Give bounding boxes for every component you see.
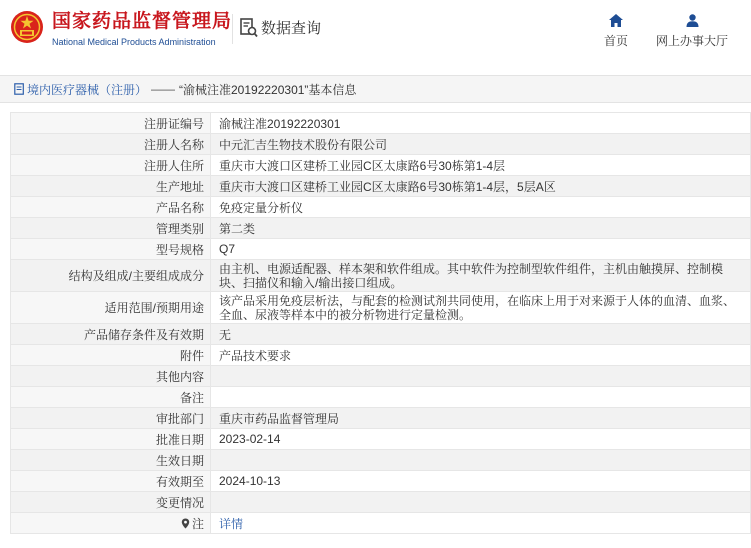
nav-home-button[interactable] bbox=[598, 14, 634, 49]
brand-title-en: National Medical Products Administration bbox=[52, 37, 216, 47]
row-value: 重庆市药品监督管理局 bbox=[211, 408, 751, 429]
document-icon bbox=[14, 83, 25, 95]
table-row bbox=[11, 218, 751, 239]
row-value: 免疫定量分析仪 bbox=[211, 197, 751, 218]
row-label: 注册证编号 bbox=[11, 113, 211, 134]
table-row bbox=[11, 366, 751, 387]
table-row bbox=[11, 345, 751, 366]
breadcrumb bbox=[0, 75, 751, 103]
row-value: 中元汇吉生物技术股份有限公司 bbox=[211, 134, 751, 155]
row-label: 产品储存条件及有效期 bbox=[11, 324, 211, 345]
table-row bbox=[11, 239, 751, 260]
search-document-icon bbox=[240, 18, 258, 38]
brand-title-cn: 国家药品监督管理局 bbox=[52, 11, 233, 32]
nav-home-label: 首页 bbox=[603, 34, 628, 48]
home-icon bbox=[609, 14, 623, 27]
row-label: 变更情况 bbox=[11, 492, 211, 513]
brand[interactable] bbox=[52, 11, 232, 48]
row-label: 产品名称 bbox=[11, 197, 211, 218]
breadcrumb-title: “渝械注准20192220301”基本信息 bbox=[179, 82, 357, 97]
row-value: 产品技术要求 bbox=[211, 345, 751, 366]
pin-icon bbox=[181, 518, 190, 529]
table-row bbox=[11, 450, 751, 471]
row-label: 生产地址 bbox=[11, 176, 211, 197]
table-row bbox=[11, 176, 751, 197]
table-row bbox=[11, 292, 751, 324]
row-label: 有效期至 bbox=[11, 471, 211, 492]
row-value bbox=[211, 450, 751, 471]
table-row bbox=[11, 134, 751, 155]
row-label: 审批部门 bbox=[11, 408, 211, 429]
table-row bbox=[11, 387, 751, 408]
note-label bbox=[181, 515, 204, 532]
nav-online-office-label: 网上办事大厅 bbox=[655, 34, 728, 48]
table-row bbox=[11, 197, 751, 218]
info-table-body bbox=[11, 113, 751, 534]
row-value bbox=[211, 366, 751, 387]
row-value: 渝械注准20192220301 bbox=[211, 113, 751, 134]
row-value: 重庆市大渡口区建桥工业园C区太康路6号30栋第1-4层，5层A区 bbox=[211, 176, 751, 197]
table-row bbox=[11, 324, 751, 345]
breadcrumb-category-link[interactable]: 境内医疗器械（注册） bbox=[27, 82, 148, 97]
user-icon bbox=[686, 14, 699, 27]
info-table-wrapper bbox=[10, 112, 751, 534]
emblem-logo-icon bbox=[10, 10, 44, 44]
row-label: 管理类别 bbox=[11, 218, 211, 239]
row-value: 第二类 bbox=[211, 218, 751, 239]
row-value: 2023-02-14 bbox=[211, 429, 751, 450]
data-query-label: 数据查询 bbox=[261, 20, 322, 37]
row-label: 适用范围/预期用途 bbox=[11, 292, 211, 324]
note-row bbox=[11, 513, 751, 534]
row-value: 该产品采用免疫层析法，与配套的检测试剂共同使用，在临床上用于对来源于人体的血清、血浆、全血、尿液等样本中的被分析物进行定量检测。 bbox=[211, 292, 751, 324]
row-label: 型号规格 bbox=[11, 239, 211, 260]
header-divider bbox=[232, 14, 233, 44]
row-value: Q7 bbox=[211, 239, 751, 260]
table-row bbox=[11, 471, 751, 492]
row-value: 2024-10-13 bbox=[211, 471, 751, 492]
note-label-text: 注 bbox=[191, 516, 204, 531]
row-label: 结构及组成/主要组成成分 bbox=[11, 260, 211, 292]
row-label: 备注 bbox=[11, 387, 211, 408]
table-row bbox=[11, 429, 751, 450]
row-value: 由主机、电源适配器、样本架和软件组成。其中软件为控制型软件组件，主机由触摸屏、控制模块、扫描仪和输入/输出接口组成。 bbox=[211, 260, 751, 292]
row-value: 重庆市大渡口区建桥工业园C区太康路6号30栋第1-4层 bbox=[211, 155, 751, 176]
note-row-label-cell bbox=[11, 513, 211, 534]
row-label: 其他内容 bbox=[11, 366, 211, 387]
row-label: 注册人住所 bbox=[11, 155, 211, 176]
table-row bbox=[11, 408, 751, 429]
data-query-link[interactable] bbox=[240, 17, 321, 38]
row-value bbox=[211, 492, 751, 513]
row-label: 附件 bbox=[11, 345, 211, 366]
breadcrumb-separator: —— bbox=[151, 82, 176, 96]
site-header bbox=[0, 0, 751, 64]
table-row bbox=[11, 155, 751, 176]
info-table bbox=[10, 112, 751, 534]
row-label: 注册人名称 bbox=[11, 134, 211, 155]
details-link[interactable]: 详情 bbox=[219, 516, 244, 531]
row-label: 批准日期 bbox=[11, 429, 211, 450]
row-value: 无 bbox=[211, 324, 751, 345]
row-value bbox=[211, 387, 751, 408]
note-row-value-cell bbox=[211, 513, 751, 534]
table-row bbox=[11, 260, 751, 292]
table-row bbox=[11, 113, 751, 134]
row-label: 生效日期 bbox=[11, 450, 211, 471]
nav-online-office-button[interactable] bbox=[652, 14, 732, 49]
table-row bbox=[11, 492, 751, 513]
